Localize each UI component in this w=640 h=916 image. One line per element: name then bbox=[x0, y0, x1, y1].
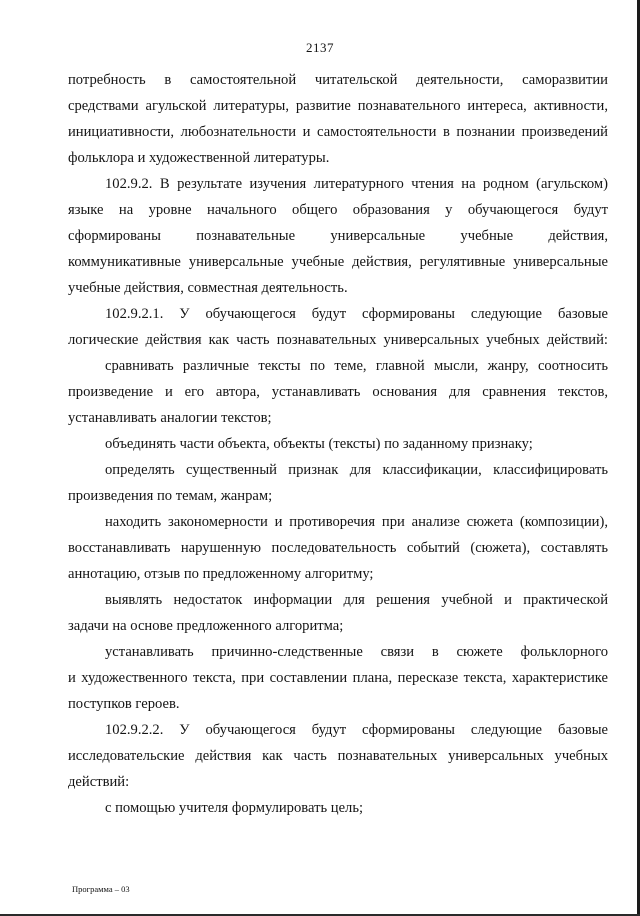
page-number: 2137 bbox=[306, 40, 334, 55]
text-line: коммуникативные универсальные учебные действия, регулятивные универсальные bbox=[68, 254, 608, 270]
text-line: инициативности, любознательности и самостоятельности в познании произведений bbox=[68, 124, 608, 140]
text-line: определять существенный признак для классификации, классифицировать bbox=[105, 462, 608, 478]
text-line: находить закономерности и противоречия при анализе сюжета (композиции), bbox=[105, 514, 608, 530]
text-line: устанавливать причинно-следственные связи в сюжете фольклорного bbox=[105, 644, 608, 660]
text-line: исследовательские действия как часть познавательных универсальных учебных bbox=[68, 748, 608, 764]
document-body bbox=[68, 67, 608, 821]
text-line: потребность в самостоятельной читательской деятельности, саморазвитии bbox=[68, 72, 608, 88]
text-line: языке на уровне начального общего образования у обучающегося будут bbox=[68, 202, 608, 218]
text-line: сформированы познавательные универсальные учебные действия, bbox=[68, 228, 608, 244]
text-line: объединять части объекта, объекты (тексты) по заданному признаку; bbox=[105, 436, 533, 452]
text-line: произведения по темам, жанрам; bbox=[68, 488, 273, 504]
text-line: поступков героев. bbox=[68, 696, 180, 712]
text-line: аннотацию, отзыв по предложенному алгоритму; bbox=[68, 566, 374, 582]
text-line: фольклора и художественной литературы. bbox=[68, 150, 330, 166]
page-footer: Программа – 03 bbox=[72, 884, 130, 894]
text-line: с помощью учителя формулировать цель; bbox=[105, 800, 364, 816]
text-line: учебные действия, совместная деятельность. bbox=[68, 280, 348, 296]
text-line: средствами агульской литературы, развитие познавательного интереса, активности, bbox=[68, 98, 608, 114]
text-line: 102.9.2. В результате изучения литературного чтения на родном (агульском) bbox=[105, 176, 608, 192]
text-line: 102.9.2.2. У обучающегося будут сформированы следующие базовые bbox=[105, 722, 608, 738]
text-line: сравнивать различные тексты по теме, главной мысли, жанру, соотносить bbox=[105, 358, 608, 374]
text-line: действий: bbox=[68, 774, 130, 790]
text-line: и художественного текста, при составлении плана, пересказе текста, характеристике bbox=[68, 670, 608, 686]
text-line: 102.9.2.1. У обучающегося будут сформированы следующие базовые bbox=[105, 306, 608, 322]
text-line: выявлять недостаток информации для решения учебной и практической bbox=[105, 592, 608, 608]
text-line: задачи на основе предложенного алгоритма; bbox=[68, 618, 344, 634]
text-line: логические действия как часть познавательных универсальных учебных действий: bbox=[68, 332, 608, 348]
text-line: устанавливать аналогии текстов; bbox=[68, 410, 272, 426]
text-line: произведение и его автора, устанавливать основания для сравнения текстов, bbox=[68, 384, 608, 400]
text-line: восстанавливать нарушенную последовательность событий (сюжета), составлять bbox=[68, 540, 608, 556]
